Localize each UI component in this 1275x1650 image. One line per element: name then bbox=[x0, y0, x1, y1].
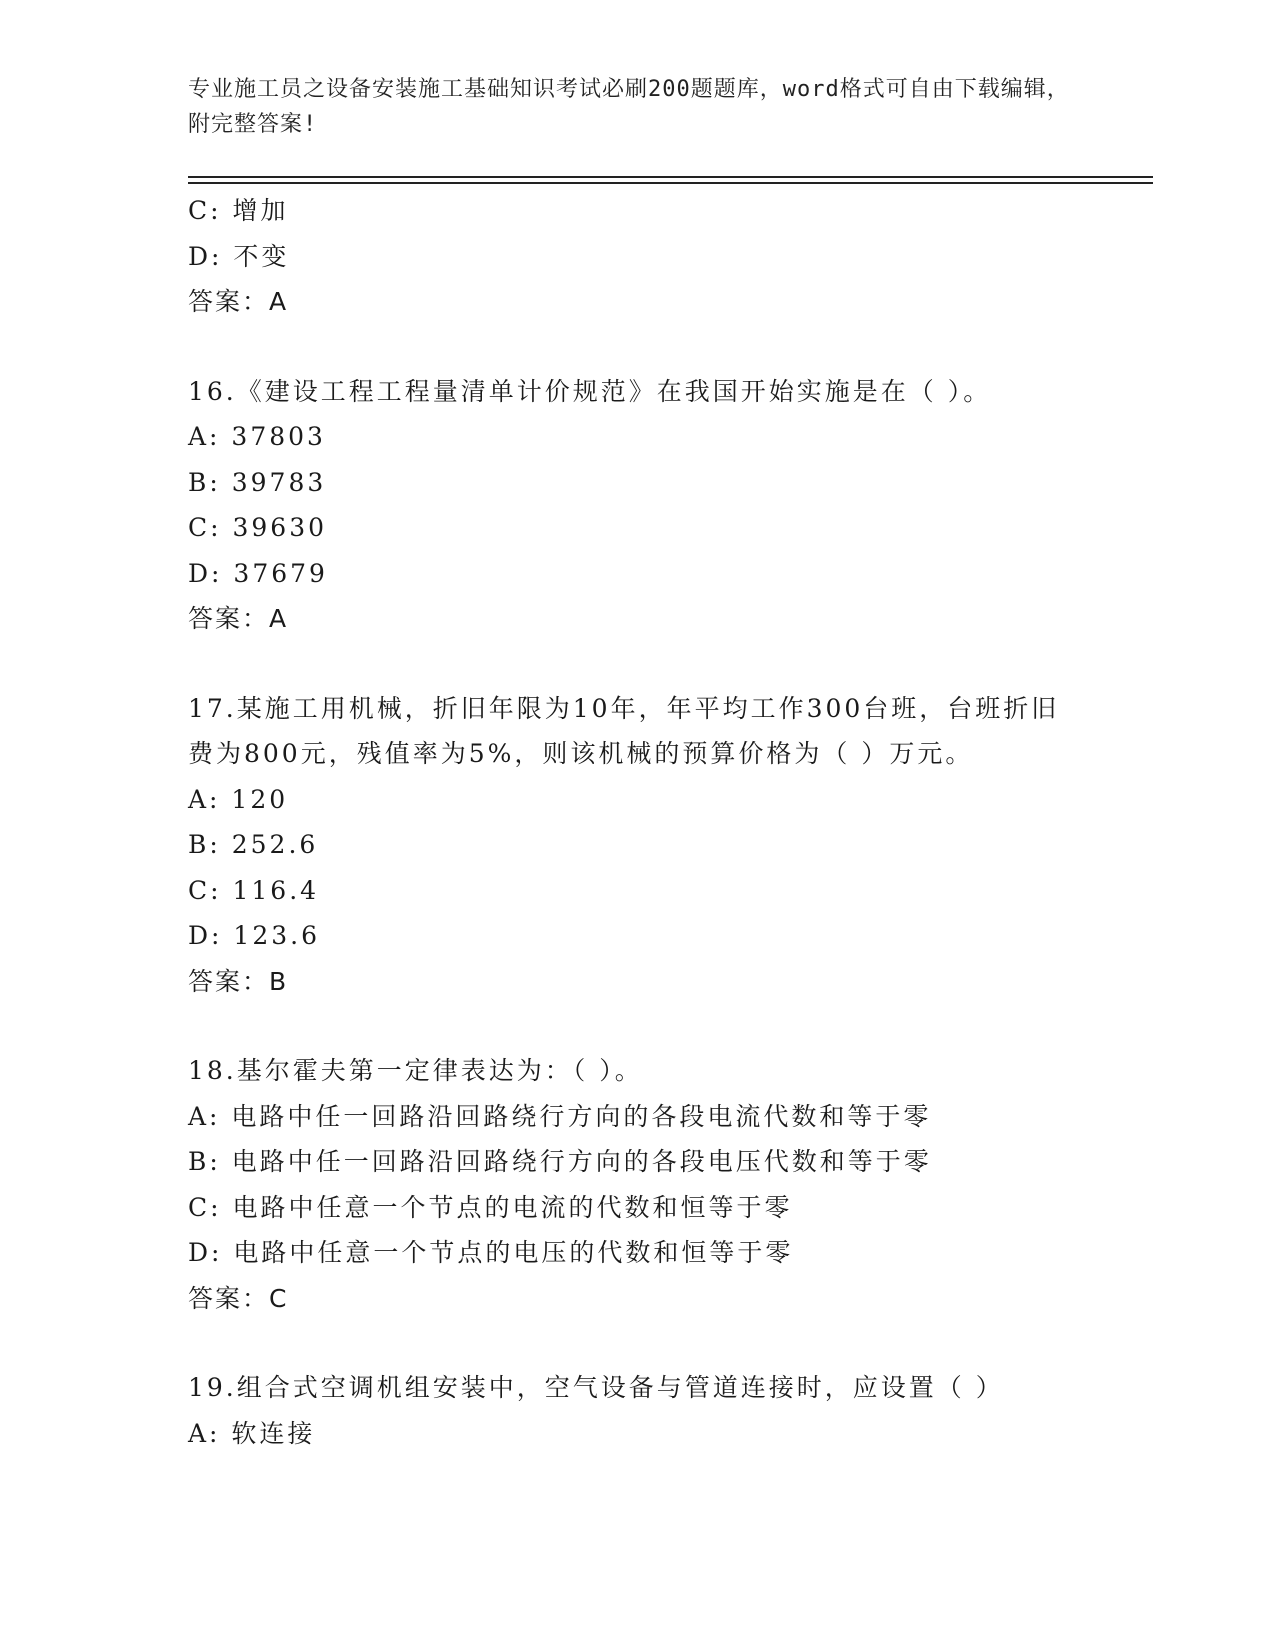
option-d: D: 不变 bbox=[188, 241, 290, 271]
option-c: C: 39630 bbox=[188, 513, 328, 542]
option-c: C: 电路中任意一个节点的电流的代数和恒等于零 bbox=[188, 1192, 793, 1222]
option-a: A: 120 bbox=[188, 784, 289, 814]
option-d: D: 37679 bbox=[188, 558, 328, 588]
question-stem: 16.《建设工程工程量清单计价规范》在我国开始实施是在（ ）。 bbox=[188, 376, 992, 406]
option-b: B: 电路中任一回路沿回路绕行方向的各段电压代数和等于零 bbox=[188, 1147, 932, 1176]
option-d: D: 电路中任意一个节点的电压的代数和恒等于零 bbox=[188, 1238, 794, 1267]
answer-label: 答案：A bbox=[188, 287, 289, 316]
question-stem: 18.基尔霍夫第一定律表达为：（ ）。 bbox=[188, 1056, 643, 1085]
question-stem: 19.组合式空调机组安装中，空气设备与管道连接时，应设置（ ） bbox=[188, 1373, 1004, 1402]
option-b: B: 252.6 bbox=[188, 830, 319, 859]
question-list bbox=[188, 188, 1088, 1456]
option-d: D: 123.6 bbox=[188, 921, 320, 950]
question-block bbox=[188, 188, 1088, 325]
question-block bbox=[188, 686, 1088, 1005]
option-c: C: 增加 bbox=[188, 196, 289, 225]
answer-label: 答案：A bbox=[188, 604, 289, 633]
answer-label: 答案：C bbox=[188, 1283, 289, 1313]
question-block bbox=[188, 1365, 1088, 1456]
question-block bbox=[188, 1048, 1088, 1321]
option-a: A: 电路中任一回路沿回路绕行方向的各段电流代数和等于零 bbox=[188, 1101, 932, 1131]
answer-label: 答案：B bbox=[188, 966, 289, 996]
option-c: C: 116.4 bbox=[188, 875, 320, 905]
header-divider-bottom bbox=[188, 182, 1153, 184]
question-block bbox=[188, 369, 1088, 642]
header-divider-top bbox=[188, 176, 1153, 178]
option-a: A: 37803 bbox=[188, 422, 326, 451]
document-header: 专业施工员之设备安装施工基础知识考试必刷200题题库，word格式可自由下载编辑，附完整答案! bbox=[188, 77, 1070, 137]
option-a: A: 软连接 bbox=[188, 1418, 316, 1448]
option-b: B: 39783 bbox=[188, 467, 327, 497]
question-stem: 17.某施工用机械，折旧年限为10年，年平均工作300台班，台班折旧费为800元，残值率为5%，则该机械的预算价格为（ ）万元。 bbox=[188, 693, 1060, 768]
